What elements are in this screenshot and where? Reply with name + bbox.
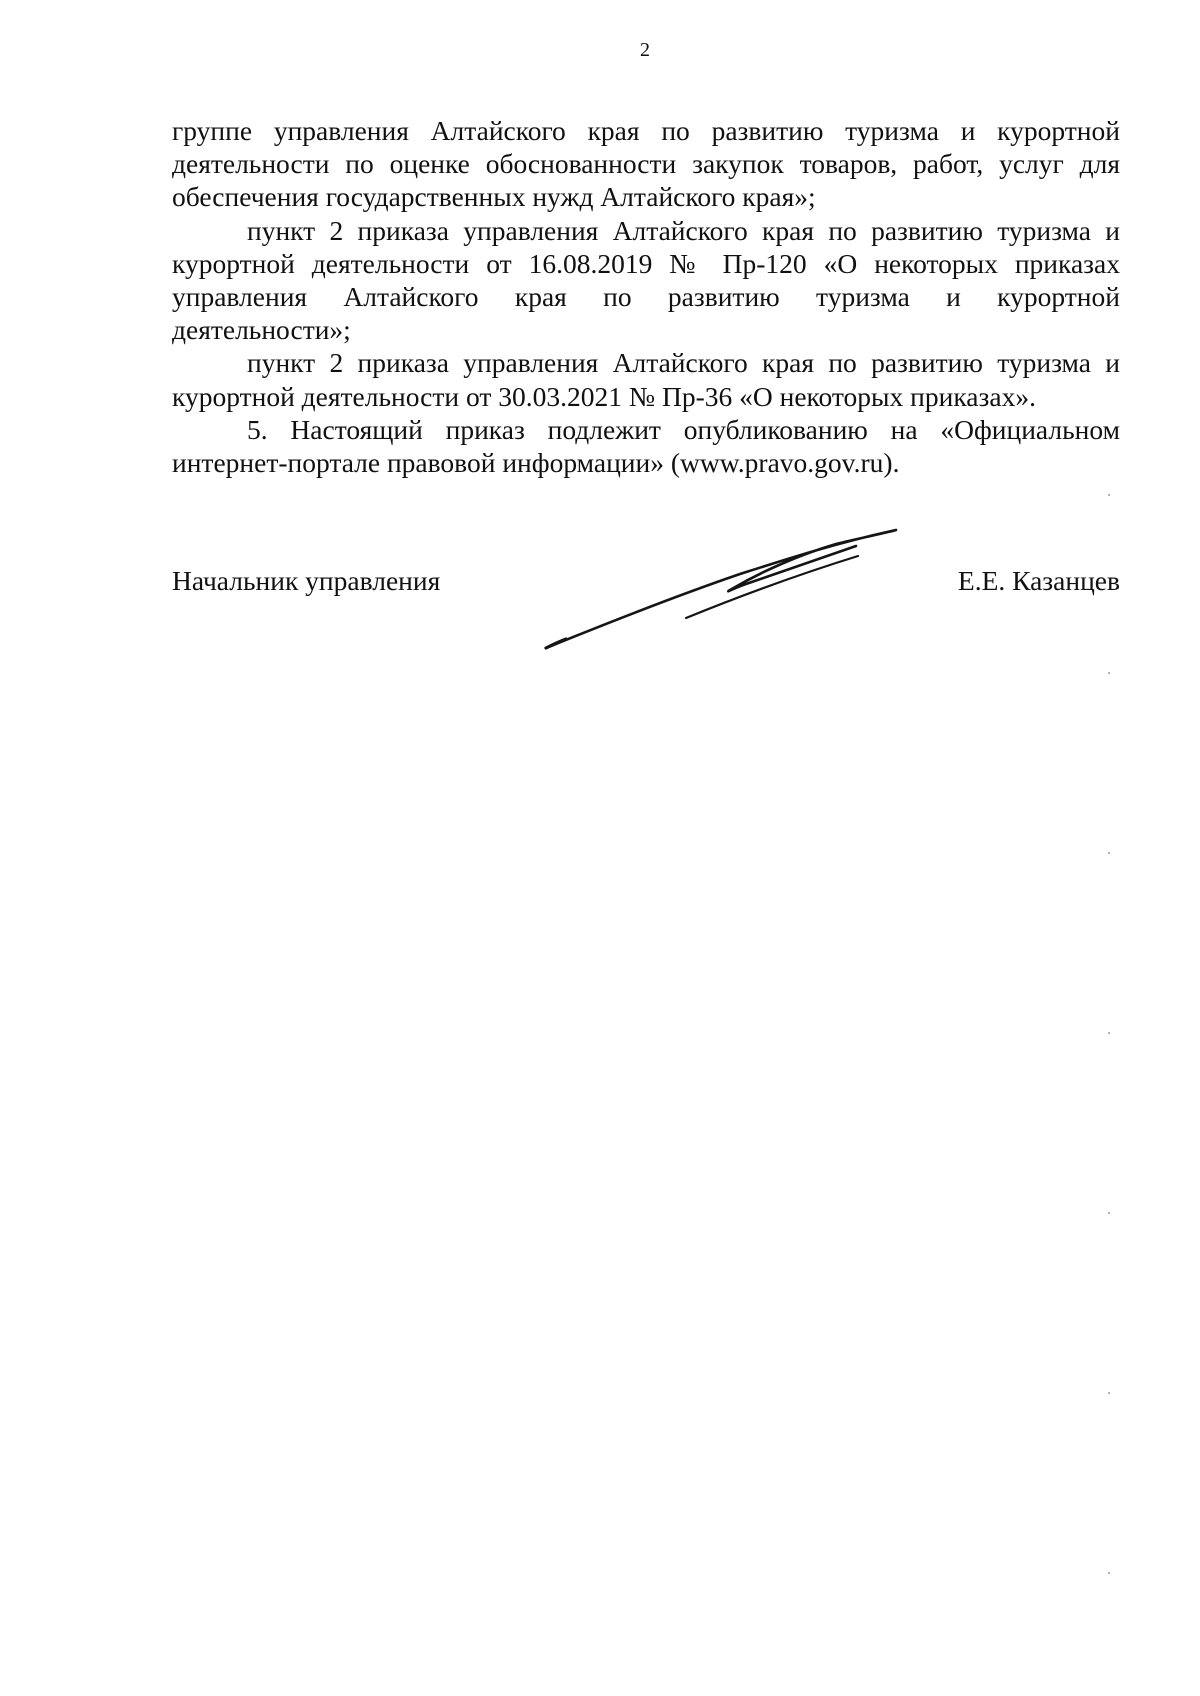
scan-artifact-dot (1108, 1392, 1110, 1394)
text-line: обеспечения государственных нужд Алтайского края»; (172, 181, 816, 213)
text-line: пункт 2 приказа управления Алтайского края по развитию туризма и (247, 214, 1120, 246)
scan-artifact-dot (1108, 1572, 1110, 1574)
text-line: интернет-портале правовой информации» (www.pravo.gov.ru). (172, 447, 900, 479)
scan-artifact-dot (1108, 852, 1110, 854)
text-line: курортной деятельности от 30.03.2021 № Пр-36 «О некоторых приказах». (172, 380, 1036, 412)
paragraph-item-2021 (172, 346, 1120, 412)
text-line: управления Алтайского края по развитию туризма и курортной (172, 281, 1120, 313)
paragraph-continuation (172, 114, 1120, 214)
signatory-name: Е.Е. Казанцев (957, 565, 1120, 596)
scan-artifact-dot (1108, 1032, 1110, 1034)
scan-artifact-dot (1108, 1212, 1110, 1214)
paragraph-publication (172, 413, 1120, 479)
handwritten-signature (540, 500, 930, 660)
signatory-title: Начальник управления (172, 565, 441, 596)
text-line: деятельности»; (172, 314, 351, 346)
text-line: пункт 2 приказа управления Алтайского края по развитию туризма и (247, 347, 1120, 379)
scan-artifact-dot (1108, 672, 1110, 674)
text-line: деятельности по оценке обоснованности закупок товаров, работ, услуг для (172, 148, 1120, 180)
scan-artifact-dot (1108, 494, 1110, 496)
text-line: 5. Настоящий приказ подлежит опубликованию на «Официальном (247, 413, 1120, 445)
paragraph-item-2019 (172, 214, 1120, 347)
text-line: курортной деятельности от 16.08.2019 № Пр-120 «О некоторых приказах (172, 247, 1120, 279)
page-number: 2 (640, 39, 650, 61)
text-line: группе управления Алтайского края по развитию туризма и курортной (172, 115, 1120, 146)
document-body (172, 114, 1120, 479)
